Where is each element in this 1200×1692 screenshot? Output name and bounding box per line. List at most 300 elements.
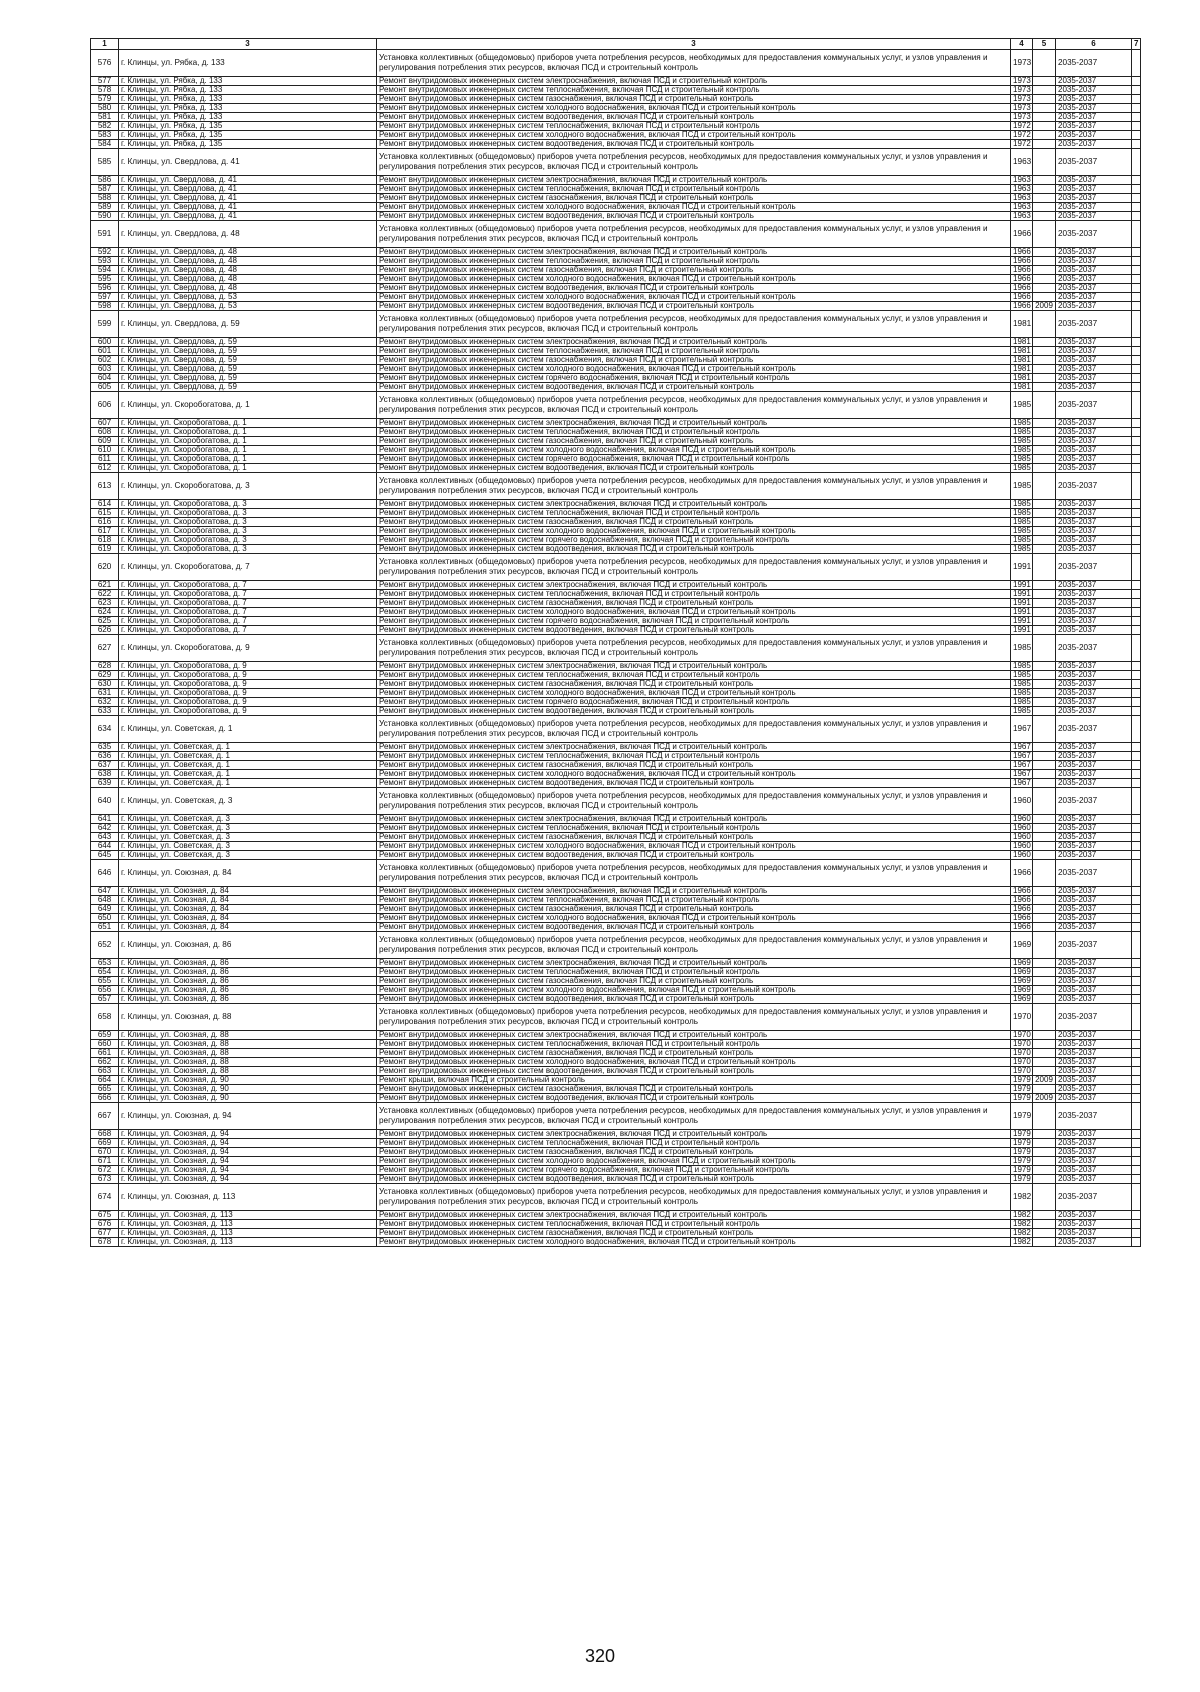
address-cell: г. Клинцы, ул. Союзная, д. 94: [119, 1148, 377, 1157]
address-cell: г. Клинцы, ул. Свердлова, д. 41: [119, 212, 377, 221]
last-repair-year-cell: [1033, 455, 1056, 464]
extra-cell: [1132, 518, 1141, 527]
table-row: [91, 185, 1141, 194]
address-cell: г. Клинцы, ул. Рябка, д. 133: [119, 104, 377, 113]
extra-cell: [1132, 1130, 1141, 1139]
extra-cell: [1132, 788, 1141, 815]
table-row: [91, 374, 1141, 383]
extra-cell: [1132, 1067, 1141, 1076]
planned-period-cell: 2035-2037: [1056, 896, 1132, 905]
address-cell: г. Клинцы, ул. Советская, д. 1: [119, 770, 377, 779]
address-cell: г. Клинцы, ул. Скоробогатова, д. 7: [119, 626, 377, 635]
work-type-cell: Ремонт внутридомовых инженерных систем водоотведения, включая ПСД и строительный контроль: [377, 779, 1011, 788]
build-year-cell: 1969: [1011, 986, 1033, 995]
last-repair-year-cell: [1033, 527, 1056, 536]
table-row: [91, 752, 1141, 761]
extra-cell: [1132, 212, 1141, 221]
last-repair-year-cell: [1033, 113, 1056, 122]
row-number: 623: [91, 599, 119, 608]
planned-period-cell: 2035-2037: [1056, 275, 1132, 284]
extra-cell: [1132, 536, 1141, 545]
planned-period-cell: 2035-2037: [1056, 446, 1132, 455]
last-repair-year-cell: [1033, 689, 1056, 698]
extra-cell: [1132, 635, 1141, 662]
last-repair-year-cell: [1033, 338, 1056, 347]
address-cell: г. Клинцы, ул. Союзная, д. 86: [119, 977, 377, 986]
row-number: 578: [91, 86, 119, 95]
work-type-cell: Ремонт внутридомовых инженерных систем холодного водоснабжения, включая ПСД и строительный контроль: [377, 131, 1011, 140]
planned-period-cell: 2035-2037: [1056, 617, 1132, 626]
last-repair-year-cell: [1033, 617, 1056, 626]
build-year-cell: 1966: [1011, 284, 1033, 293]
row-number: 668: [91, 1130, 119, 1139]
row-number: 606: [91, 392, 119, 419]
planned-period-cell: 2035-2037: [1056, 1103, 1132, 1130]
last-repair-year-cell: [1033, 716, 1056, 743]
row-number: 641: [91, 815, 119, 824]
build-year-cell: 1982: [1011, 1211, 1033, 1220]
build-year-cell: 1973: [1011, 50, 1033, 77]
work-type-cell: Ремонт внутридомовых инженерных систем теплоснабжения, включая ПСД и строительный контроль: [377, 185, 1011, 194]
work-type-cell: Ремонт внутридомовых инженерных систем холодного водоснабжения, включая ПСД и строительный контроль: [377, 914, 1011, 923]
last-repair-year-cell: [1033, 383, 1056, 392]
extra-cell: [1132, 716, 1141, 743]
last-repair-year-cell: [1033, 293, 1056, 302]
address-cell: г. Клинцы, ул. Скоробогатова, д. 3: [119, 500, 377, 509]
build-year-cell: 1979: [1011, 1094, 1033, 1103]
build-year-cell: 1985: [1011, 509, 1033, 518]
address-cell: г. Клинцы, ул. Союзная, д. 86: [119, 968, 377, 977]
work-type-cell: Ремонт внутридомовых инженерных систем газоснабжения, включая ПСД и строительный контроль: [377, 518, 1011, 527]
last-repair-year-cell: [1033, 959, 1056, 968]
table-row: [91, 680, 1141, 689]
planned-period-cell: 2035-2037: [1056, 545, 1132, 554]
address-cell: г. Клинцы, ул. Скоробогатова, д. 3: [119, 527, 377, 536]
row-number: 656: [91, 986, 119, 995]
work-type-cell: Ремонт внутридомовых инженерных систем горячего водоснабжения, включая ПСД и строительный контроль: [377, 374, 1011, 383]
planned-period-cell: 2035-2037: [1056, 779, 1132, 788]
table-row: [91, 383, 1141, 392]
work-type-cell: Ремонт внутридомовых инженерных систем электроснабжения, включая ПСД и строительный контроль: [377, 1211, 1011, 1220]
build-year-cell: 1963: [1011, 185, 1033, 194]
row-number: 673: [91, 1175, 119, 1184]
row-number: 595: [91, 275, 119, 284]
address-cell: г. Клинцы, ул. Свердлова, д. 41: [119, 149, 377, 176]
planned-period-cell: 2035-2037: [1056, 986, 1132, 995]
table-row: [91, 392, 1141, 419]
row-number: 661: [91, 1049, 119, 1058]
address-cell: г. Клинцы, ул. Скоробогатова, д. 1: [119, 428, 377, 437]
row-number: 614: [91, 500, 119, 509]
extra-cell: [1132, 266, 1141, 275]
build-year-cell: 1991: [1011, 581, 1033, 590]
planned-period-cell: 2035-2037: [1056, 527, 1132, 536]
row-number: 594: [91, 266, 119, 275]
address-cell: г. Клинцы, ул. Советская, д. 3: [119, 842, 377, 851]
work-type-cell: Ремонт внутридомовых инженерных систем водоотведения, включая ПСД и строительный контроль: [377, 995, 1011, 1004]
work-type-cell: Ремонт внутридомовых инженерных систем газоснабжения, включая ПСД и строительный контроль: [377, 266, 1011, 275]
last-repair-year-cell: [1033, 599, 1056, 608]
last-repair-year-cell: [1033, 212, 1056, 221]
extra-cell: [1132, 176, 1141, 185]
planned-period-cell: 2035-2037: [1056, 554, 1132, 581]
last-repair-year-cell: [1033, 581, 1056, 590]
work-type-cell: Ремонт внутридомовых инженерных систем электроснабжения, включая ПСД и строительный контроль: [377, 815, 1011, 824]
address-cell: г. Клинцы, ул. Рябка, д. 135: [119, 131, 377, 140]
planned-period-cell: 2035-2037: [1056, 248, 1132, 257]
planned-period-cell: 2035-2037: [1056, 455, 1132, 464]
table-row: [91, 1031, 1141, 1040]
address-cell: г. Клинцы, ул. Союзная, д. 86: [119, 959, 377, 968]
build-year-cell: 1985: [1011, 635, 1033, 662]
extra-cell: [1132, 590, 1141, 599]
row-number: 678: [91, 1238, 119, 1247]
address-cell: г. Клинцы, ул. Свердлова, д. 41: [119, 176, 377, 185]
work-type-cell: Ремонт внутридомовых инженерных систем теплоснабжения, включая ПСД и строительный контроль: [377, 1139, 1011, 1148]
planned-period-cell: 2035-2037: [1056, 1004, 1132, 1031]
extra-cell: [1132, 149, 1141, 176]
last-repair-year-cell: [1033, 1184, 1056, 1211]
last-repair-year-cell: [1033, 248, 1056, 257]
build-year-cell: 1979: [1011, 1175, 1033, 1184]
row-number: 664: [91, 1076, 119, 1085]
build-year-cell: 1991: [1011, 590, 1033, 599]
address-cell: г. Клинцы, ул. Союзная, д. 88: [119, 1067, 377, 1076]
row-number: 647: [91, 887, 119, 896]
work-type-cell: Установка коллективных (общедомовых) приборов учета потребления ресурсов, необходимых для предоставления коммунальных услуг, и узлов управления и регулирования потребления этих ресурсов, включая ПСД и строительный контроль: [377, 635, 1011, 662]
address-cell: г. Клинцы, ул. Союзная, д. 113: [119, 1184, 377, 1211]
table-row: [91, 824, 1141, 833]
last-repair-year-cell: 2009: [1033, 1076, 1056, 1085]
build-year-cell: 1973: [1011, 77, 1033, 86]
table-row: [91, 311, 1141, 338]
extra-cell: [1132, 338, 1141, 347]
row-number: 663: [91, 1067, 119, 1076]
address-cell: г. Клинцы, ул. Рябка, д. 135: [119, 140, 377, 149]
last-repair-year-cell: [1033, 509, 1056, 518]
planned-period-cell: 2035-2037: [1056, 1076, 1132, 1085]
work-type-cell: Ремонт внутридомовых инженерных систем электроснабжения, включая ПСД и строительный контроль: [377, 248, 1011, 257]
table-row: [91, 905, 1141, 914]
work-type-cell: Ремонт внутридомовых инженерных систем газоснабжения, включая ПСД и строительный контроль: [377, 1049, 1011, 1058]
row-number: 604: [91, 374, 119, 383]
address-cell: г. Клинцы, ул. Союзная, д. 94: [119, 1130, 377, 1139]
last-repair-year-cell: [1033, 1067, 1056, 1076]
extra-cell: [1132, 428, 1141, 437]
build-year-cell: 1982: [1011, 1184, 1033, 1211]
last-repair-year-cell: [1033, 1049, 1056, 1058]
row-number: 605: [91, 383, 119, 392]
row-number: 643: [91, 833, 119, 842]
build-year-cell: 1972: [1011, 140, 1033, 149]
extra-cell: [1132, 698, 1141, 707]
work-type-cell: Ремонт внутридомовых инженерных систем теплоснабжения, включая ПСД и строительный контроль: [377, 1040, 1011, 1049]
work-type-cell: Ремонт внутридомовых инженерных систем водоотведения, включая ПСД и строительный контроль: [377, 284, 1011, 293]
row-number: 611: [91, 455, 119, 464]
planned-period-cell: 2035-2037: [1056, 365, 1132, 374]
address-cell: г. Клинцы, ул. Союзная, д. 86: [119, 995, 377, 1004]
work-type-cell: Установка коллективных (общедомовых) приборов учета потребления ресурсов, необходимых для предоставления коммунальных услуг, и узлов управления и регулирования потребления этих ресурсов, включая ПСД и строительный контроль: [377, 311, 1011, 338]
planned-period-cell: 2035-2037: [1056, 770, 1132, 779]
work-type-cell: Установка коллективных (общедомовых) приборов учета потребления ресурсов, необходимых для предоставления коммунальных услуг, и узлов управления и регулирования потребления этих ресурсов, включая ПСД и строительный контроль: [377, 149, 1011, 176]
row-number: 627: [91, 635, 119, 662]
extra-cell: [1132, 50, 1141, 77]
extra-cell: [1132, 455, 1141, 464]
planned-period-cell: 2035-2037: [1056, 1094, 1132, 1103]
planned-period-cell: 2035-2037: [1056, 788, 1132, 815]
address-cell: г. Клинцы, ул. Союзная, д. 94: [119, 1139, 377, 1148]
extra-cell: [1132, 1184, 1141, 1211]
last-repair-year-cell: [1033, 788, 1056, 815]
work-type-cell: Ремонт внутридомовых инженерных систем газоснабжения, включая ПСД и строительный контроль: [377, 1148, 1011, 1157]
extra-cell: [1132, 509, 1141, 518]
planned-period-cell: 2035-2037: [1056, 104, 1132, 113]
extra-cell: [1132, 257, 1141, 266]
last-repair-year-cell: [1033, 122, 1056, 131]
work-type-cell: Ремонт внутридомовых инженерных систем холодного водоснабжения, включая ПСД и строительный контроль: [377, 203, 1011, 212]
address-cell: г. Клинцы, ул. Советская, д. 3: [119, 815, 377, 824]
table-row: [91, 788, 1141, 815]
build-year-cell: 1966: [1011, 887, 1033, 896]
build-year-cell: 1960: [1011, 842, 1033, 851]
table-row: [91, 1094, 1141, 1103]
build-year-cell: 1985: [1011, 464, 1033, 473]
last-repair-year-cell: [1033, 896, 1056, 905]
work-type-cell: Установка коллективных (общедомовых) приборов учета потребления ресурсов, необходимых для предоставления коммунальных услуг, и узлов управления и регулирования потребления этих ресурсов, включая ПСД и строительный контроль: [377, 932, 1011, 959]
table-row: [91, 149, 1141, 176]
extra-cell: [1132, 959, 1141, 968]
extra-cell: [1132, 752, 1141, 761]
last-repair-year-cell: [1033, 266, 1056, 275]
build-year-cell: 1985: [1011, 428, 1033, 437]
extra-cell: [1132, 662, 1141, 671]
last-repair-year-cell: [1033, 1139, 1056, 1148]
address-cell: г. Клинцы, ул. Рябка, д. 133: [119, 86, 377, 95]
extra-cell: [1132, 275, 1141, 284]
last-repair-year-cell: [1033, 257, 1056, 266]
planned-period-cell: 2035-2037: [1056, 221, 1132, 248]
address-cell: г. Клинцы, ул. Свердлова, д. 48: [119, 284, 377, 293]
work-type-cell: Ремонт внутридомовых инженерных систем электроснабжения, включая ПСД и строительный контроль: [377, 338, 1011, 347]
extra-cell: [1132, 1157, 1141, 1166]
row-number: 653: [91, 959, 119, 968]
extra-cell: [1132, 986, 1141, 995]
address-cell: г. Клинцы, ул. Скоробогатова, д. 9: [119, 635, 377, 662]
extra-cell: [1132, 923, 1141, 932]
address-cell: г. Клинцы, ул. Скоробогатова, д. 9: [119, 680, 377, 689]
planned-period-cell: 2035-2037: [1056, 1049, 1132, 1058]
planned-period-cell: 2035-2037: [1056, 140, 1132, 149]
address-cell: г. Клинцы, ул. Союзная, д. 84: [119, 896, 377, 905]
table-row: [91, 464, 1141, 473]
build-year-cell: 1969: [1011, 932, 1033, 959]
work-type-cell: Ремонт внутридомовых инженерных систем электроснабжения, включая ПСД и строительный контроль: [377, 500, 1011, 509]
table-body: [91, 50, 1141, 1247]
extra-cell: [1132, 689, 1141, 698]
address-cell: г. Клинцы, ул. Свердлова, д. 41: [119, 194, 377, 203]
address-cell: г. Клинцы, ул. Союзная, д. 84: [119, 860, 377, 887]
planned-period-cell: 2035-2037: [1056, 1085, 1132, 1094]
table-row: [91, 995, 1141, 1004]
build-year-cell: 1966: [1011, 257, 1033, 266]
last-repair-year-cell: [1033, 986, 1056, 995]
build-year-cell: 1981: [1011, 383, 1033, 392]
extra-cell: [1132, 347, 1141, 356]
table-row: [91, 1067, 1141, 1076]
build-year-cell: 1991: [1011, 626, 1033, 635]
planned-period-cell: 2035-2037: [1056, 176, 1132, 185]
last-repair-year-cell: [1033, 536, 1056, 545]
row-number: 619: [91, 545, 119, 554]
work-type-cell: Ремонт внутридомовых инженерных систем теплоснабжения, включая ПСД и строительный контроль: [377, 752, 1011, 761]
work-type-cell: Ремонт внутридомовых инженерных систем водоотведения, включая ПСД и строительный контроль: [377, 464, 1011, 473]
work-type-cell: Ремонт крыши, включая ПСД и строительный контроль: [377, 1076, 1011, 1085]
row-number: 609: [91, 437, 119, 446]
row-number: 586: [91, 176, 119, 185]
build-year-cell: 1970: [1011, 1049, 1033, 1058]
build-year-cell: 1985: [1011, 473, 1033, 500]
row-number: 672: [91, 1166, 119, 1175]
last-repair-year-cell: [1033, 824, 1056, 833]
address-cell: г. Клинцы, ул. Скоробогатова, д. 3: [119, 473, 377, 500]
extra-cell: [1132, 122, 1141, 131]
planned-period-cell: 2035-2037: [1056, 1166, 1132, 1175]
address-cell: г. Клинцы, ул. Советская, д. 1: [119, 743, 377, 752]
extra-cell: [1132, 104, 1141, 113]
table-row: [91, 554, 1141, 581]
planned-period-cell: 2035-2037: [1056, 113, 1132, 122]
extra-cell: [1132, 554, 1141, 581]
planned-period-cell: 2035-2037: [1056, 1067, 1132, 1076]
extra-cell: [1132, 1040, 1141, 1049]
table-row: [91, 473, 1141, 500]
build-year-cell: 1960: [1011, 833, 1033, 842]
row-number: 669: [91, 1139, 119, 1148]
planned-period-cell: 2035-2037: [1056, 977, 1132, 986]
col-header-6: 6: [1056, 39, 1132, 50]
address-cell: г. Клинцы, ул. Союзная, д. 88: [119, 1004, 377, 1031]
planned-period-cell: 2035-2037: [1056, 887, 1132, 896]
row-number: 677: [91, 1229, 119, 1238]
extra-cell: [1132, 1148, 1141, 1157]
address-cell: г. Клинцы, ул. Рябка, д. 133: [119, 95, 377, 104]
build-year-cell: 1985: [1011, 698, 1033, 707]
address-cell: г. Клинцы, ул. Рябка, д. 133: [119, 77, 377, 86]
row-number: 593: [91, 257, 119, 266]
table-row: [91, 419, 1141, 428]
build-year-cell: 1966: [1011, 266, 1033, 275]
table-row: [91, 86, 1141, 95]
planned-period-cell: 2035-2037: [1056, 626, 1132, 635]
last-repair-year-cell: [1033, 176, 1056, 185]
work-type-cell: Установка коллективных (общедомовых) приборов учета потребления ресурсов, необходимых для предоставления коммунальных услуг, и узлов управления и регулирования потребления этих ресурсов, включая ПСД и строительный контроль: [377, 554, 1011, 581]
row-number: 637: [91, 761, 119, 770]
row-number: 646: [91, 860, 119, 887]
work-type-cell: Ремонт внутридомовых инженерных систем газоснабжения, включая ПСД и строительный контроль: [377, 905, 1011, 914]
address-cell: г. Клинцы, ул. Скоробогатова, д. 3: [119, 536, 377, 545]
table-row: [91, 1058, 1141, 1067]
last-repair-year-cell: [1033, 662, 1056, 671]
work-type-cell: Ремонт внутридомовых инженерных систем водоотведения, включая ПСД и строительный контроль: [377, 923, 1011, 932]
row-number: 580: [91, 104, 119, 113]
extra-cell: [1132, 617, 1141, 626]
planned-period-cell: 2035-2037: [1056, 50, 1132, 77]
extra-cell: [1132, 1166, 1141, 1175]
work-type-cell: Ремонт внутридомовых инженерных систем газоснабжения, включая ПСД и строительный контроль: [377, 680, 1011, 689]
table-row: [91, 275, 1141, 284]
last-repair-year-cell: [1033, 1229, 1056, 1238]
extra-cell: [1132, 392, 1141, 419]
address-cell: г. Клинцы, ул. Свердлова, д. 48: [119, 257, 377, 266]
last-repair-year-cell: [1033, 743, 1056, 752]
work-type-cell: Ремонт внутридомовых инженерных систем холодного водоснабжения, включая ПСД и строительный контроль: [377, 527, 1011, 536]
work-type-cell: Ремонт внутридомовых инженерных систем холодного водоснабжения, включая ПСД и строительный контроль: [377, 1058, 1011, 1067]
program-table-sheet: [90, 38, 1140, 1247]
planned-period-cell: 2035-2037: [1056, 662, 1132, 671]
last-repair-year-cell: [1033, 779, 1056, 788]
planned-period-cell: 2035-2037: [1056, 968, 1132, 977]
build-year-cell: 1981: [1011, 311, 1033, 338]
extra-cell: [1132, 1238, 1141, 1247]
address-cell: г. Клинцы, ул. Свердлова, д. 41: [119, 203, 377, 212]
address-cell: г. Клинцы, ул. Скоробогатова, д. 9: [119, 662, 377, 671]
extra-cell: [1132, 1076, 1141, 1085]
last-repair-year-cell: [1033, 473, 1056, 500]
build-year-cell: 1982: [1011, 1238, 1033, 1247]
address-cell: г. Клинцы, ул. Союзная, д. 94: [119, 1175, 377, 1184]
row-number: 587: [91, 185, 119, 194]
work-type-cell: Ремонт внутридомовых инженерных систем электроснабжения, включая ПСД и строительный контроль: [377, 581, 1011, 590]
work-type-cell: Ремонт внутридомовых инженерных систем водоотведения, включая ПСД и строительный контроль: [377, 383, 1011, 392]
work-type-cell: Ремонт внутридомовых инженерных систем холодного водоснабжения, включая ПСД и строительный контроль: [377, 446, 1011, 455]
table-row: [91, 293, 1141, 302]
work-type-cell: Ремонт внутридомовых инженерных систем холодного водоснабжения, включая ПСД и строительный контроль: [377, 986, 1011, 995]
work-type-cell: Установка коллективных (общедомовых) приборов учета потребления ресурсов, необходимых для предоставления коммунальных услуг, и узлов управления и регулирования потребления этих ресурсов, включая ПСД и строительный контроль: [377, 50, 1011, 77]
col-header-2: 3: [119, 39, 377, 50]
address-cell: г. Клинцы, ул. Советская, д. 1: [119, 752, 377, 761]
work-type-cell: Ремонт внутридомовых инженерных систем электроснабжения, включая ПСД и строительный контроль: [377, 176, 1011, 185]
table-row: [91, 131, 1141, 140]
last-repair-year-cell: [1033, 698, 1056, 707]
extra-cell: [1132, 77, 1141, 86]
planned-period-cell: 2035-2037: [1056, 716, 1132, 743]
planned-period-cell: 2035-2037: [1056, 1148, 1132, 1157]
planned-period-cell: 2035-2037: [1056, 671, 1132, 680]
build-year-cell: 1985: [1011, 437, 1033, 446]
last-repair-year-cell: [1033, 437, 1056, 446]
extra-cell: [1132, 221, 1141, 248]
row-number: 581: [91, 113, 119, 122]
planned-period-cell: 2035-2037: [1056, 266, 1132, 275]
work-type-cell: Ремонт внутридомовых инженерных систем теплоснабжения, включая ПСД и строительный контроль: [377, 122, 1011, 131]
last-repair-year-cell: [1033, 428, 1056, 437]
address-cell: г. Клинцы, ул. Свердлова, д. 48: [119, 248, 377, 257]
work-type-cell: Ремонт внутридомовых инженерных систем электроснабжения, включая ПСД и строительный контроль: [377, 662, 1011, 671]
row-number: 660: [91, 1040, 119, 1049]
build-year-cell: 1985: [1011, 392, 1033, 419]
address-cell: г. Клинцы, ул. Советская, д. 1: [119, 716, 377, 743]
build-year-cell: 1966: [1011, 275, 1033, 284]
row-number: 603: [91, 365, 119, 374]
build-year-cell: 1985: [1011, 536, 1033, 545]
extra-cell: [1132, 194, 1141, 203]
table-row: [91, 500, 1141, 509]
address-cell: г. Клинцы, ул. Скоробогатова, д. 1: [119, 446, 377, 455]
build-year-cell: 1966: [1011, 923, 1033, 932]
extra-cell: [1132, 1049, 1141, 1058]
row-number: 613: [91, 473, 119, 500]
row-number: 628: [91, 662, 119, 671]
